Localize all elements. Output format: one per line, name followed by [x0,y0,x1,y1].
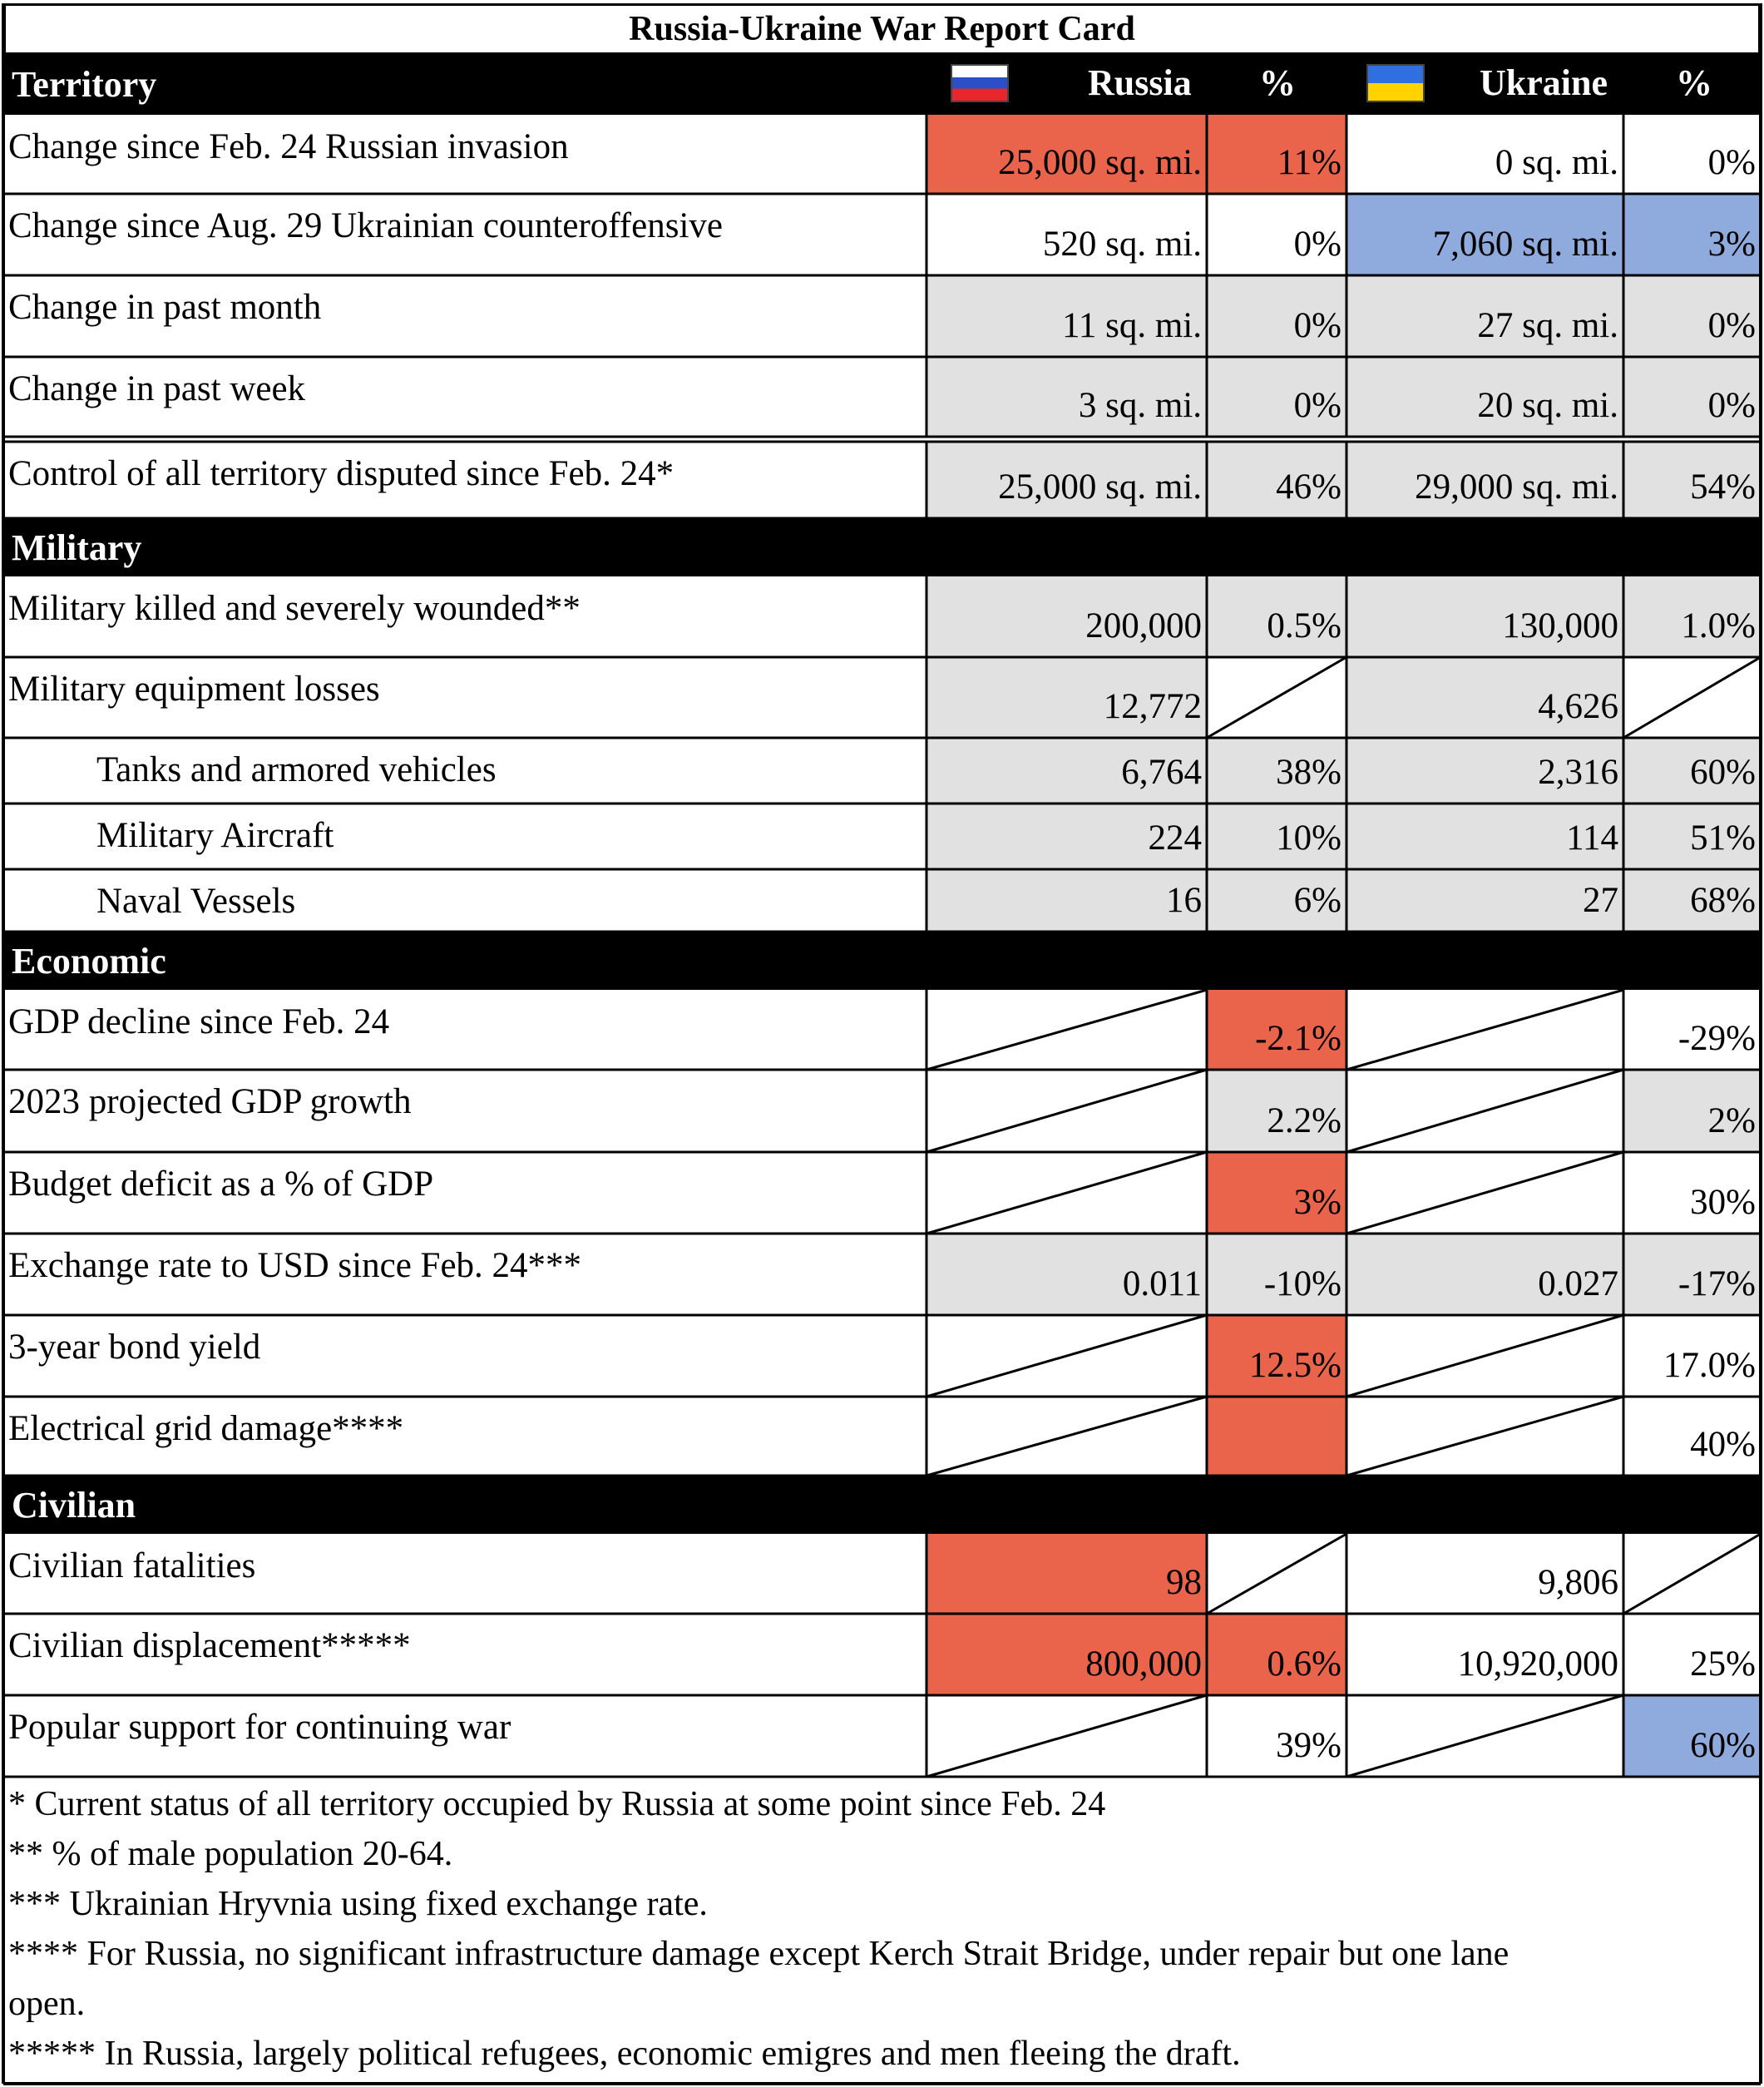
ukraine-value: 29,000 sq. mi. [1415,467,1618,507]
ukraine-pct-value: 30% [1690,1183,1756,1222]
footnote-3: *** Ukrainian Hryvnia using fixed exchange rate. [8,1885,708,1923]
footnote-2: ** % of male population 20-64. [8,1835,453,1873]
russia-value: 25,000 sq. mi. [998,467,1202,507]
ukraine-pct-value: 51% [1690,818,1756,858]
ukraine-value: 0 sq. mi. [1495,143,1618,182]
ukraine-pct-value: 1.0% [1681,606,1756,645]
russia-value: 16 [1166,881,1202,920]
row-label: Military Aircraft [96,816,334,855]
row-label: Electrical grid damage**** [8,1409,404,1448]
russia-pct-value: 0% [1293,306,1342,345]
russia-pct-value: -2.1% [1255,1019,1342,1058]
not-applicable-diagonal [1346,1152,1623,1234]
row-label: Military killed and severely wounded** [8,589,581,628]
ukraine-value: 9,806 [1538,1563,1618,1602]
russia-pct-value: 6% [1293,881,1342,920]
ukraine-pct-value: 60% [1690,1726,1756,1765]
russia-pct-value: 3% [1293,1183,1342,1222]
ukraine-value: 20 sq. mi. [1477,386,1618,425]
russia-value: 25,000 sq. mi. [998,143,1202,182]
ukraine-value: 27 sq. mi. [1477,306,1618,345]
ukraine-pct-value: 17.0% [1663,1346,1756,1385]
row-label: Change in past month [8,288,322,327]
row-label: Change in past week [8,369,306,408]
russia-pct-value: 0.6% [1267,1644,1342,1684]
russia-column-header: Russia [1088,62,1192,103]
ukraine-pct-value: -29% [1678,1019,1756,1058]
not-applicable-diagonal [1623,1534,1761,1614]
ukraine-value: 130,000 [1502,606,1618,645]
ukraine-value: 0.027 [1538,1264,1618,1303]
row-label: Military equipment losses [8,670,380,709]
ukraine-value: 7,060 sq. mi. [1432,225,1618,264]
not-applicable-diagonal [1623,657,1761,738]
ukraine-pct-value: 60% [1690,753,1756,792]
row-label: Exchange rate to USD since Feb. 24*** [8,1246,582,1285]
russia-value: 11 sq. mi. [1061,306,1202,345]
row-label: GDP decline since Feb. 24 [8,1002,390,1041]
ukraine-pct-header: % [1676,62,1712,103]
russia-value: 224 [1148,818,1202,858]
not-applicable-diagonal [926,1315,1207,1397]
not-applicable-diagonal [926,1152,1207,1234]
ukraine-pct-value: 0% [1707,306,1756,345]
not-applicable-diagonal [1346,1397,1623,1476]
russia-pct-value: -10% [1263,1264,1342,1303]
russia-pct-header: % [1259,62,1296,103]
footnote-4-continued: open. [8,1985,86,2023]
ukraine-pct-value: -17% [1678,1264,1756,1303]
ukraine-pct-value: 40% [1690,1425,1756,1464]
russia-pct-value: 11% [1277,143,1342,182]
not-applicable-diagonal [1346,1070,1623,1152]
russia-value: 98 [1166,1563,1202,1602]
report-title: Russia-Ukraine War Report Card [3,3,1761,55]
russia-pct-value: 39% [1276,1726,1342,1765]
footnote-5: ***** In Russia, largely political refugees, economic emigres and men fleeing the draft. [8,2035,1241,2073]
ukraine-value: 4,626 [1538,687,1618,726]
ukraine-pct-value: 25% [1690,1644,1756,1684]
ukraine-value: 10,920,000 [1457,1644,1618,1684]
not-applicable-diagonal [926,990,1207,1070]
ukraine-pct-value: 68% [1690,881,1756,920]
not-applicable-diagonal [1207,657,1346,738]
row-label: Change since Aug. 29 Ukrainian counteroffensive [8,206,723,245]
territory-section-label: Territory [12,64,157,105]
footnote-4: **** For Russia, no significant infrastructure damage except Kerch Strait Bridge, under repair but one lane [8,1935,1510,1973]
russia-pct-value: 12.5% [1248,1346,1342,1385]
russia-value: 12,772 [1103,687,1202,726]
russia-pct-value: 2.2% [1267,1101,1342,1140]
ukraine-column-header: Ukraine [1480,62,1608,103]
russia-value: 3 sq. mi. [1078,386,1202,425]
ukraine-value: 27 [1583,881,1618,920]
row-label: Popular support for continuing war [8,1708,511,1747]
row-label: Naval Vessels [96,882,296,921]
russia-value: 0.011 [1122,1264,1202,1303]
row-label: Tanks and armored vehicles [96,750,497,789]
footnote-1: * Current status of all territory occupied by Russia at some point since Feb. 24 [8,1785,1106,1823]
not-applicable-diagonal [926,1070,1207,1152]
not-applicable-diagonal [1346,990,1623,1070]
russia-pct-value: 0% [1293,225,1342,264]
ukraine-value: 114 [1566,818,1618,858]
ukraine-pct-value: 0% [1707,143,1756,182]
not-applicable-diagonal [926,1695,1207,1777]
russia-value: 200,000 [1085,606,1202,645]
russia-pct-value: 0.5% [1267,606,1342,645]
russia-value: 6,764 [1121,753,1202,792]
ukraine-value: 2,316 [1538,753,1618,792]
row-label: Control of all territory disputed since Feb. 24* [8,454,674,493]
russia-value: 520 sq. mi. [1042,225,1202,264]
military-section-label: Military [12,527,142,568]
russia-value: 800,000 [1085,1644,1202,1684]
ukraine-pct-value: 0% [1707,386,1756,425]
not-applicable-diagonal [1346,1695,1623,1777]
russia-pct-value: 10% [1276,818,1342,858]
civilian-section-label: Civilian [12,1485,136,1526]
russia-pct-value: 46% [1276,467,1342,507]
not-applicable-diagonal [1346,1315,1623,1397]
russia-pct-value: 0% [1293,386,1342,425]
ukraine-pct-value: 2% [1707,1101,1756,1140]
ukraine-pct-value: 54% [1690,467,1756,507]
row-label: Civilian displacement***** [8,1626,411,1665]
economic-section-label: Economic [12,941,166,982]
not-applicable-diagonal [1207,1534,1346,1614]
russia-pct-value: 38% [1276,753,1342,792]
not-applicable-diagonal [926,1397,1207,1476]
ukraine-pct-value: 3% [1707,225,1756,264]
row-label: 2023 projected GDP growth [8,1082,412,1121]
row-label: Change since Feb. 24 Russian invasion [8,127,569,166]
row-label: 3-year bond yield [8,1328,261,1367]
row-label: Budget deficit as a % of GDP [8,1165,434,1204]
row-label: Civilian fatalities [8,1546,256,1585]
